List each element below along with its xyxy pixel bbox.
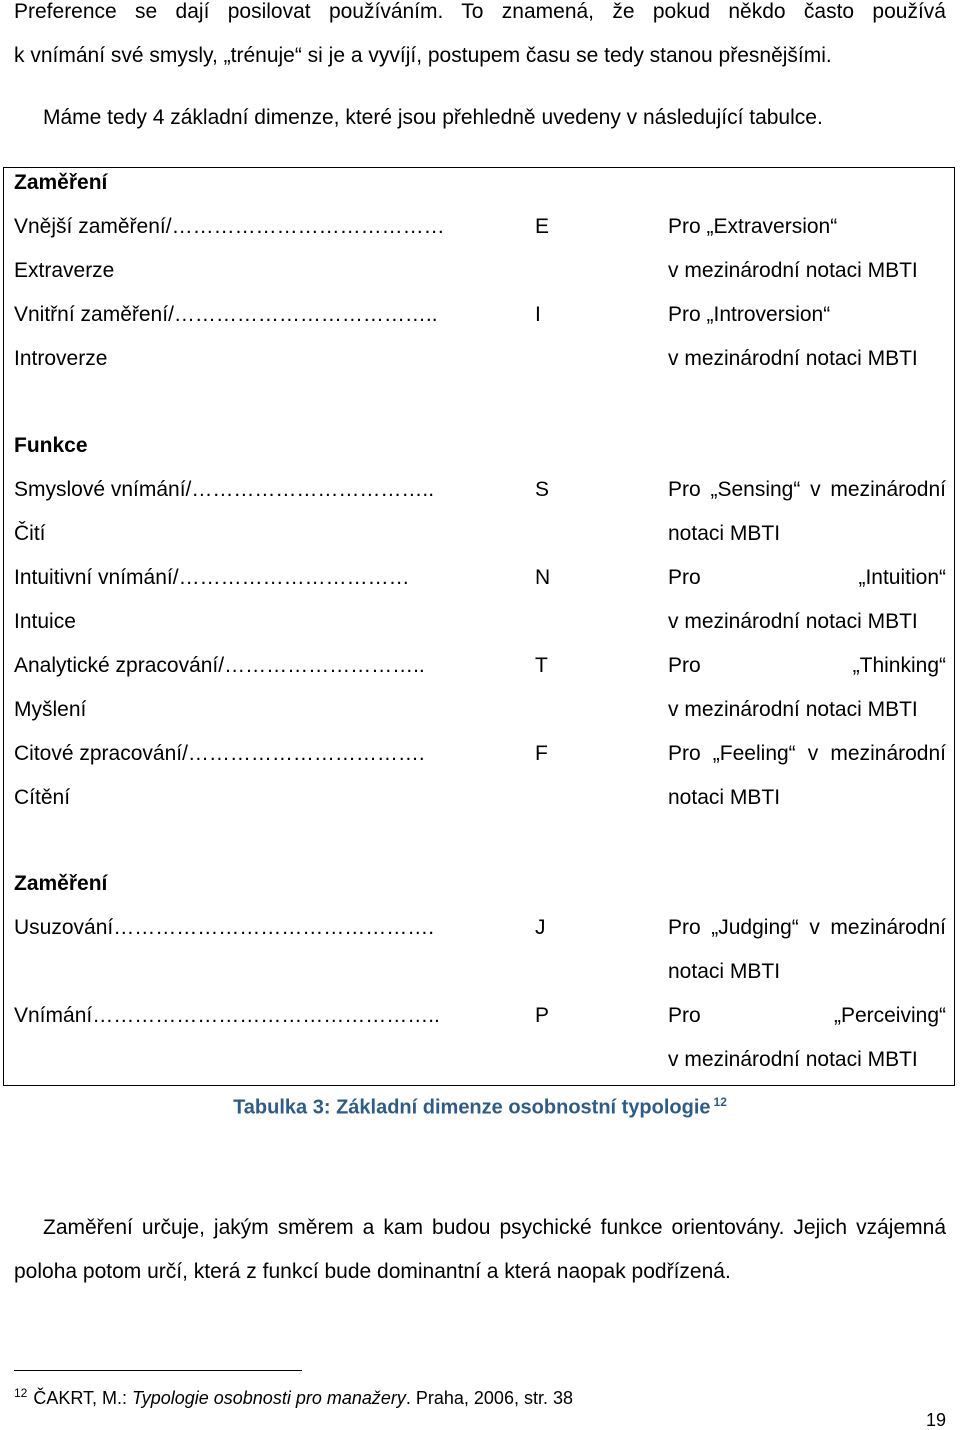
desc-judging-2: notaci MBTI	[668, 960, 781, 983]
term-thinking: Analytické zpracování/………………………..	[14, 654, 425, 677]
desc-feeling-2: notaci MBTI	[668, 786, 781, 809]
code-n: N	[535, 566, 551, 589]
term-intuition: Intuitivní vnímání/……………………………	[14, 566, 410, 589]
table-caption	[0, 1090, 960, 1120]
term-introversion-cz: Introverze	[14, 347, 108, 370]
desc-thinking-1: Pro „Thinking“	[668, 654, 946, 677]
code-f: F	[535, 742, 548, 765]
desc-thinking-2: v mezinárodní notaci MBTI	[668, 698, 918, 721]
desc-introversion-2: v mezinárodní notaci MBTI	[668, 347, 918, 370]
desc-intuition-1: Pro „Intuition“	[668, 566, 946, 589]
desc-perceiving-2: v mezinárodní notaci MBTI	[668, 1048, 918, 1071]
footnote-rest: . Praha, 2006, str. 38	[405, 1388, 573, 1408]
desc-extraversion-2: v mezinárodní notaci MBTI	[668, 259, 918, 282]
code-s: S	[535, 478, 550, 501]
desc-intuition-2: v mezinárodní notaci MBTI	[668, 610, 918, 633]
desc-extraversion-1: Pro „Extraversion“	[668, 215, 838, 238]
intro-line-3: Máme tedy 4 základní dimenze, které jsou přehledně uvedeny v následující tabulce.	[43, 106, 823, 129]
term-feeling-cz: Cítění	[14, 786, 71, 809]
caption-footnote-ref[interactable]: 12	[713, 1095, 727, 1109]
section-title-functions: Funkce	[14, 434, 88, 457]
term-judging: Usuzování……………………………………….	[14, 916, 435, 939]
section-title-lifestyle: Zaměření	[14, 872, 108, 895]
desc-introversion-1: Pro „Introversion“	[668, 303, 831, 326]
intro-line-2: k vnímání své smysly, „trénuje“ si je a vyvíjí, postupem času se tedy stanou přesnějšími.	[14, 44, 832, 67]
desc-sensing-1: Pro „Sensing“ v mezinárodní	[668, 478, 946, 501]
code-p: P	[535, 1004, 550, 1027]
outro-line-2: poloha potom určí, která z funkcí bude dominantní a která naopak podřízená.	[14, 1260, 731, 1283]
code-j: J	[535, 916, 546, 939]
term-intuition-cz: Intuice	[14, 610, 76, 633]
footnote-separator	[14, 1370, 302, 1371]
term-extraversion: Vnější zaměření/…………………………………	[14, 215, 445, 238]
term-thinking-cz: Myšlení	[14, 698, 87, 721]
term-perceiving: Vnímání…………………………………………..	[14, 1004, 440, 1027]
section-title-orientation: Zaměření	[14, 171, 108, 194]
footnote-title: Typologie osobnosti pro manažery	[132, 1388, 406, 1408]
code-e: E	[535, 215, 550, 238]
desc-perceiving-1: Pro „Perceiving“	[668, 1004, 946, 1027]
desc-judging-1: Pro „Judging“ v mezinárodní	[668, 916, 946, 939]
code-i: I	[535, 303, 541, 326]
intro-line-1: Preference se dají posilovat používáním. To znamená, že pokud někdo často používá	[14, 0, 946, 23]
term-feeling: Citové zpracování/…………………………….	[14, 742, 425, 765]
page-number: 19	[925, 1410, 946, 1430]
caption-text: Tabulka 3: Základní dimenze osobnostní typologie	[233, 1096, 711, 1119]
term-sensing: Smyslové vnímání/……………………………..	[14, 478, 435, 501]
footnote-author: ČAKRT, M.:	[33, 1388, 133, 1408]
term-extraversion-cz: Extraverze	[14, 259, 115, 282]
term-sensing-cz: Čití	[14, 522, 46, 545]
footnote-number: 12	[14, 1386, 28, 1400]
outro-line-1: Zaměření určuje, jakým směrem a kam budou psychické funkce orientovány. Jejich vzájemná	[43, 1216, 946, 1239]
desc-sensing-2: notaci MBTI	[668, 522, 781, 545]
desc-feeling-1: Pro „Feeling“ v mezinárodní	[668, 742, 946, 765]
footnote	[14, 1382, 573, 1409]
term-introversion: Vnitřní zaměření/………………………………..	[14, 303, 438, 326]
code-t: T	[535, 654, 548, 677]
